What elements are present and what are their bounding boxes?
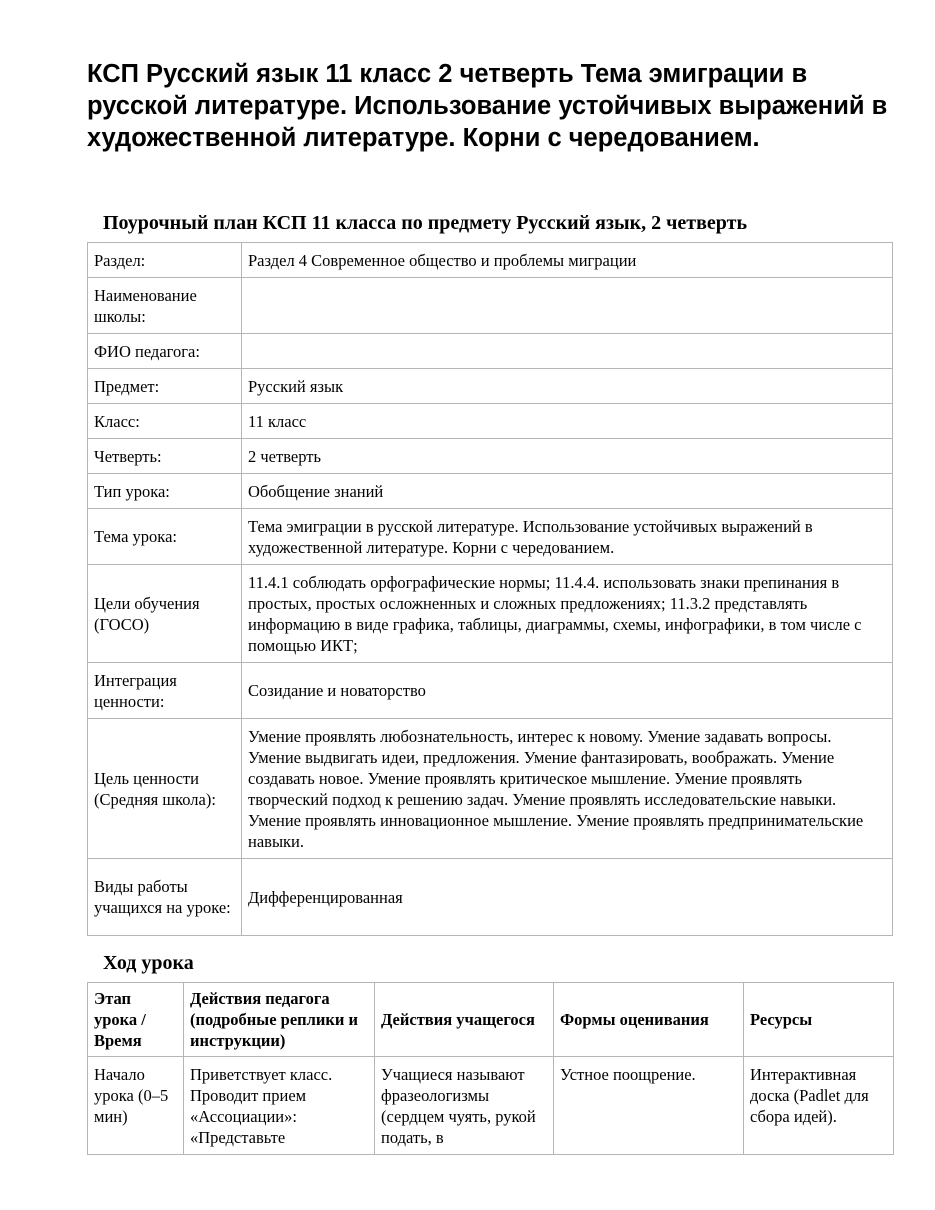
column-header-resources: Ресурсы <box>744 983 894 1057</box>
info-value <box>242 278 893 334</box>
info-row-work-types <box>88 859 893 936</box>
info-row-class <box>88 404 893 439</box>
info-label: Тип урока: <box>88 474 242 509</box>
lesson-flow-table <box>87 982 894 1155</box>
info-value: 2 четверть <box>242 439 893 474</box>
info-value: 11.4.1 соблюдать орфографические нормы; 11.4.4. использовать знаки препинания в простых, простых осложненных и сложных предложениях; 11.3.2 представлять информацию в виде графика, таблицы, диаграммы, схемы, инфографики, в том числе с помощью ИКТ; <box>242 565 893 663</box>
info-label: Интеграция ценности: <box>88 663 242 719</box>
lesson-info-table <box>87 242 893 936</box>
info-label: Класс: <box>88 404 242 439</box>
info-label: Тема урока: <box>88 509 242 565</box>
info-label: ФИО педагога: <box>88 334 242 369</box>
cell-resources: Интерактивная доска (Padlet для сбора идей). <box>744 1057 894 1155</box>
course-heading: Ход урока <box>103 952 194 974</box>
column-header-student-actions: Действия учащегося <box>375 983 554 1057</box>
lesson-header-row <box>88 983 894 1057</box>
cell-assessment: Устное поощрение. <box>554 1057 744 1155</box>
table-row <box>88 1057 894 1155</box>
info-row-teacher <box>88 334 893 369</box>
info-label: Наименование школы: <box>88 278 242 334</box>
cell-stage: Начало урока (0–5 мин) <box>88 1057 184 1155</box>
info-row-school <box>88 278 893 334</box>
plan-heading: Поурочный план КСП 11 класса по предмету Русский язык, 2 четверть <box>103 212 748 234</box>
info-value: Русский язык <box>242 369 893 404</box>
info-row-section <box>88 243 893 278</box>
info-label: Четверть: <box>88 439 242 474</box>
column-header-assessment: Формы оценивания <box>554 983 744 1057</box>
info-value: Созидание и новаторство <box>242 663 893 719</box>
info-value: Тема эмиграции в русской литературе. Использование устойчивых выражений в художественной литературе. Корни с чередованием. <box>242 509 893 565</box>
info-value: Дифференцированная <box>242 859 893 936</box>
info-row-value-goal <box>88 719 893 859</box>
info-row-lesson-type <box>88 474 893 509</box>
cell-student-actions: Учащиеся называют фразеологизмы (сердцем чуять, рукой подать, в <box>375 1057 554 1155</box>
column-header-teacher-actions: Действия педагога (подробные реплики и инструкции) <box>184 983 375 1057</box>
info-label: Цели обучения (ГОСО) <box>88 565 242 663</box>
info-label: Цель ценности (Средняя школа): <box>88 719 242 859</box>
info-row-subject <box>88 369 893 404</box>
info-label: Предмет: <box>88 369 242 404</box>
info-value <box>242 334 893 369</box>
info-row-value-integration <box>88 663 893 719</box>
info-value: Умение проявлять любознательность, интерес к новому. Умение задавать вопросы. Умение выдвигать идеи, предложения. Умение фантазировать, воображать. Умение создавать новое. Умение проявлять критическое мышление. Умение проявлять творческий подход к решению задач. Умение проявлять исследовательские навыки. Умение проявлять инновационное мышление. Умение проявлять предпринимательские навыки. <box>242 719 893 859</box>
info-row-learning-goals <box>88 565 893 663</box>
cell-teacher-actions: Приветствует класс. Проводит прием «Ассоциации»: «Представьте <box>184 1057 375 1155</box>
info-label: Раздел: <box>88 243 242 278</box>
column-header-stage: Этап урока / Время <box>88 983 184 1057</box>
info-row-topic <box>88 509 893 565</box>
info-row-quarter <box>88 439 893 474</box>
info-value: Обобщение знаний <box>242 474 893 509</box>
document-title: КСП Русский язык 11 класс 2 четверть Тема эмиграции в русской литературе. Использование устойчивых выражений в художественной литературе. Корни с чередованием. <box>87 60 888 152</box>
info-value: 11 класс <box>242 404 893 439</box>
info-label: Виды работы учащихся на уроке: <box>88 859 242 936</box>
info-value: Раздел 4 Современное общество и проблемы миграции <box>242 243 893 278</box>
